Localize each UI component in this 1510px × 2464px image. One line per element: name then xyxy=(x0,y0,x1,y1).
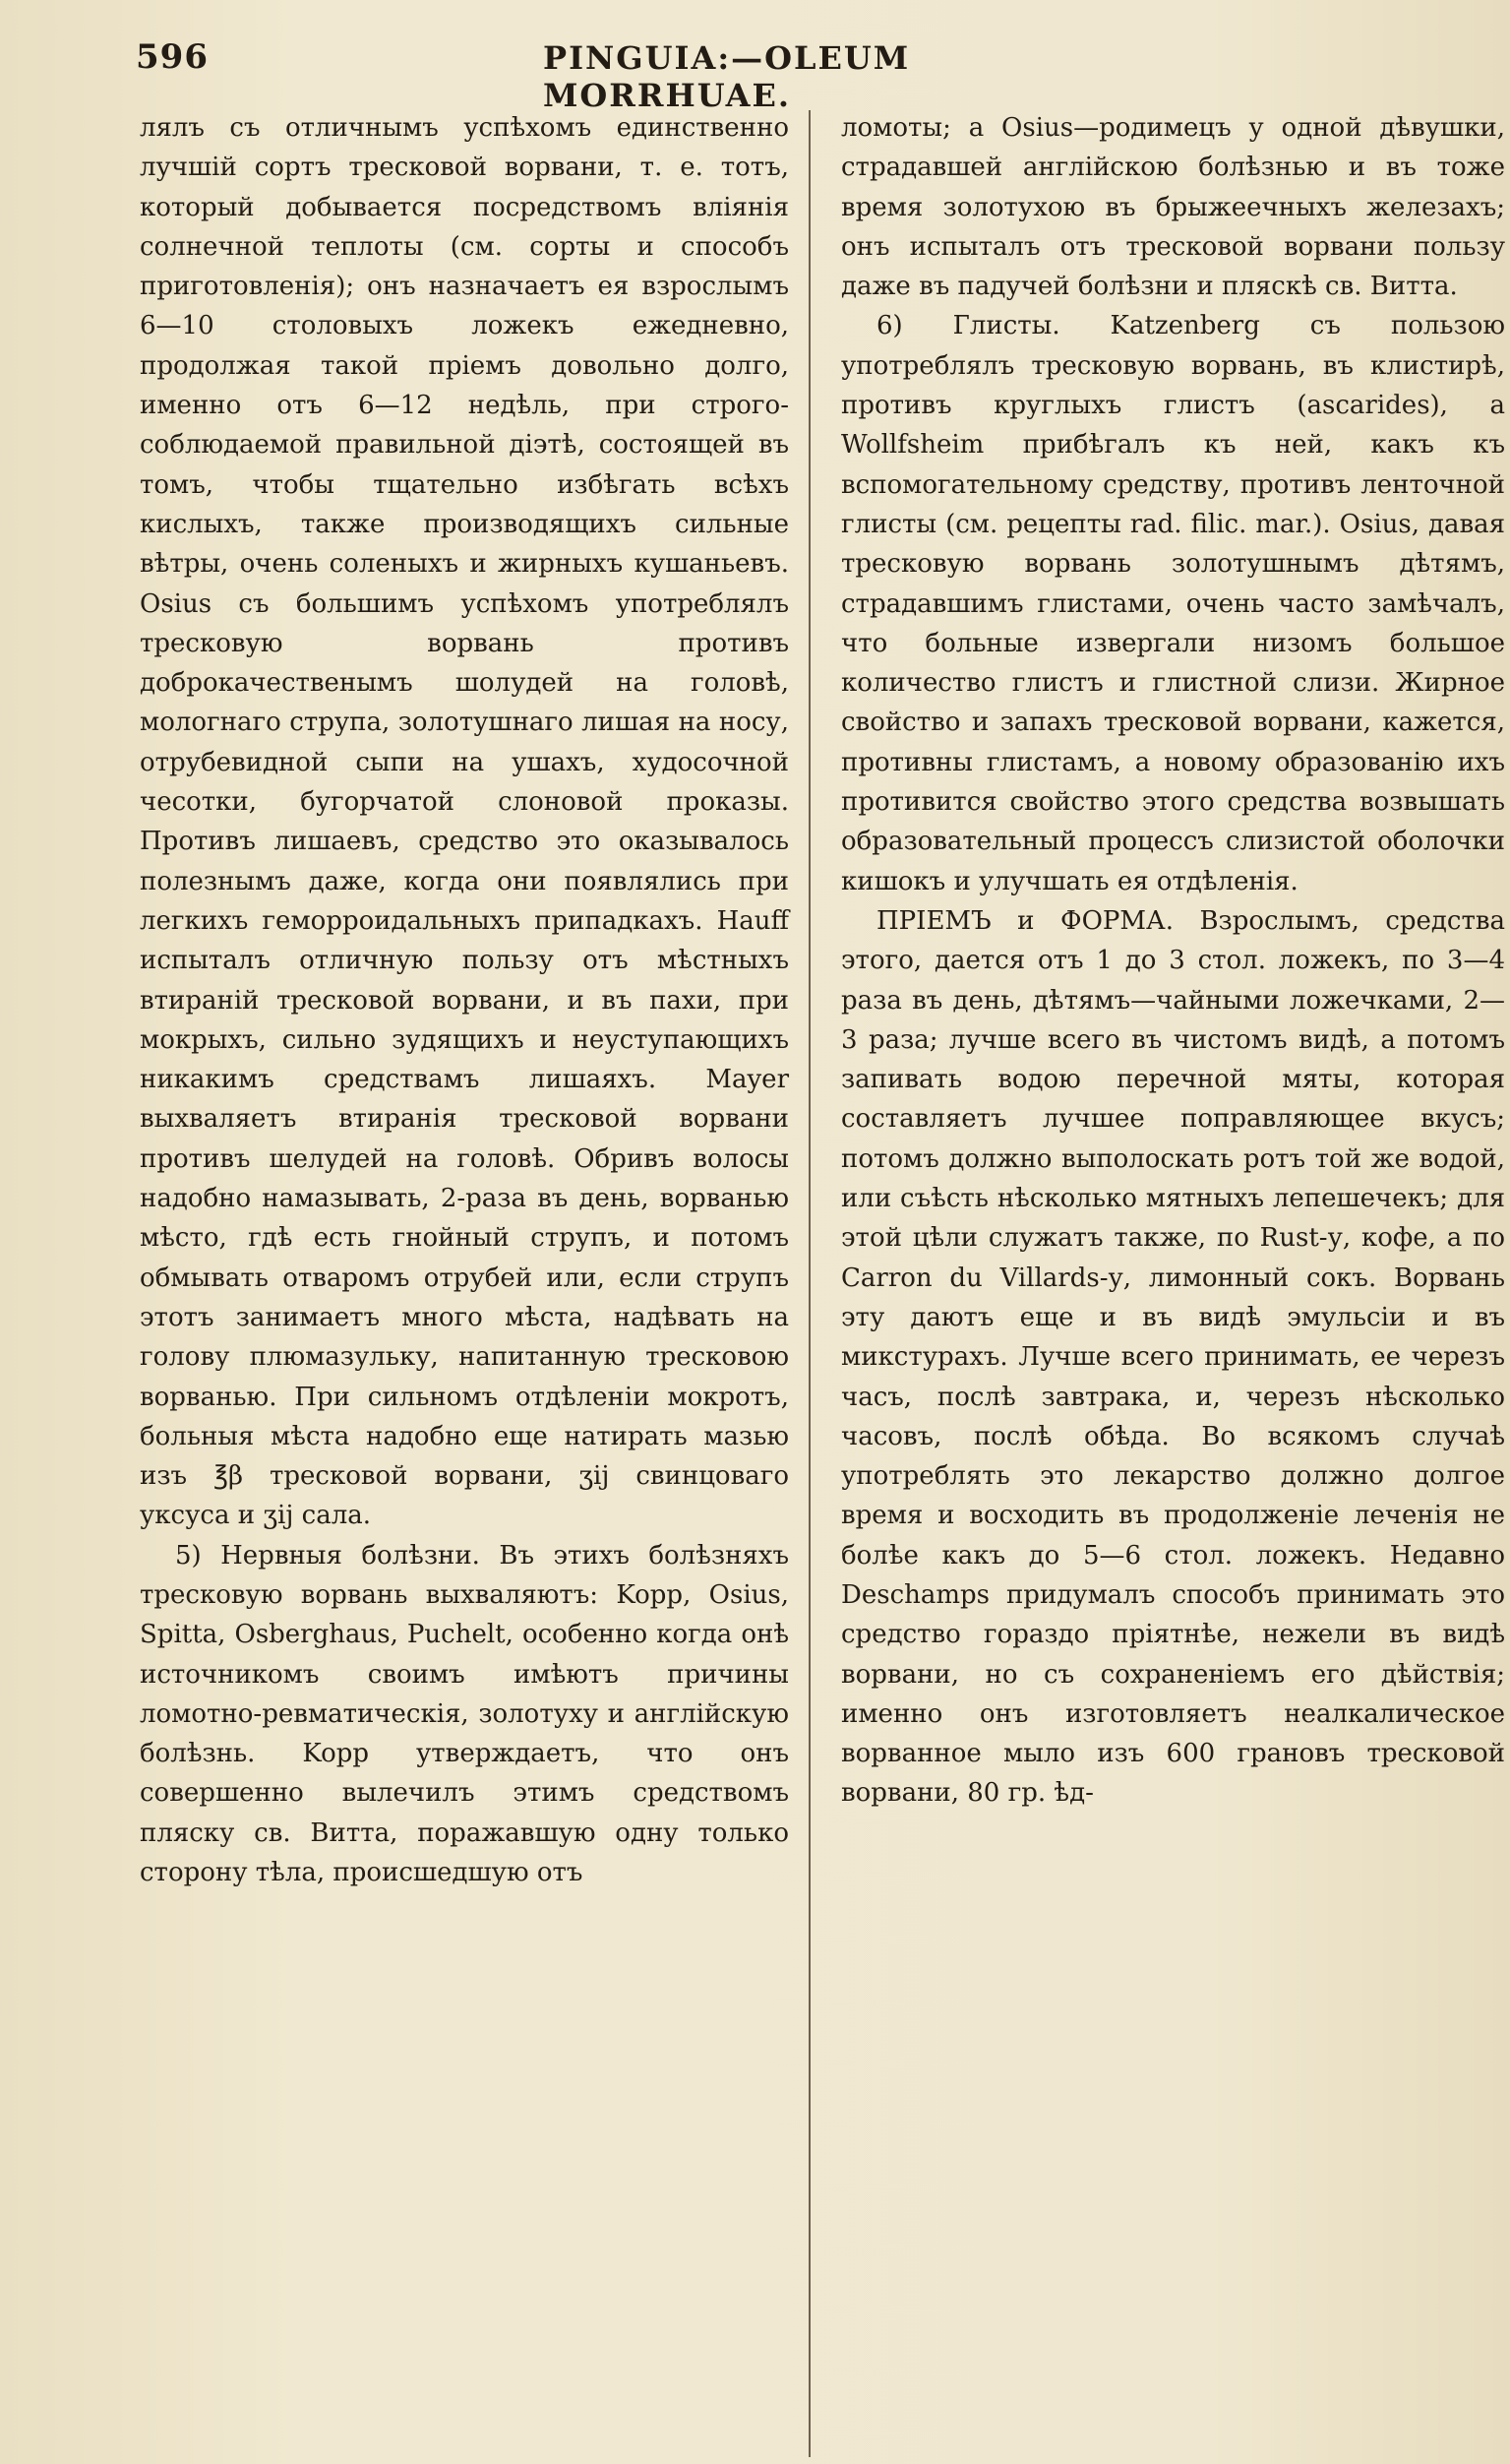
paragraph: ПРІЕМЪ и ФОРМА. Взрослымъ, средства этого, дается отъ 1 до 3 стол. ложекъ, по 3—4 раза въ день, дѣтямъ—чайными ложечками, 2—3 раза; лучше всего въ чистомъ видѣ, а потомъ запивать водою перечной мяты, которая составляетъ лучшее поправляющее вкусъ; потомъ должно выполоскать ротъ той же водой, или съѣсть нѣсколько мятныхъ лепешечекъ; для этой цѣли служатъ также, по Rust-у, кофе, а по Carron du Villards-у, лимонный сокъ. Ворвань эту даютъ еще и въ видѣ эмульсіи и въ микстурахъ. Лучше всего принимать, ее черезъ часъ, послѣ завтрака, и, черезъ нѣсколько часовъ, послѣ обѣда. Во всякомъ случаѣ употреблять это лекарство должно долгое время и восходить въ продолженіе леченія не болѣе какъ до 5—6 стол. ложекъ. Недавно Deschamps придумалъ способъ принимать это средство гораздо пріятнѣе, нежели въ видѣ ворвани, но съ сохраненіемъ его дѣйствія; именно онъ изготовляетъ неалкалическое ворванное мыло изъ 600 грановъ тресковой ворвани, 80 гр. ѣд- xyxy=(841,905,1505,1809)
paragraph: 6) Глисты. Katzenberg съ пользою употреблялъ тресковую ворвань, въ клистирѣ, противъ круглыхъ глистъ (ascarides), а Wollfsheim прибѣгалъ къ ней, какъ къ вспомогательному средству, противъ ленточной глисты (см. рецепты rad. filic. mar.). Osius, давая тресковую ворвань золотушнымъ дѣтямъ, страдавшимъ глистами, очень часто замѣчалъ, что больные извергали низомъ большое количество глистъ и глистной слизи. Жирное свойство и запахъ тресковой ворвани, кажется, противны глистамъ, а новому образованію ихъ противится свойство этого средства возвышать образовательный процессъ слизистой оболочки кишокъ и улучшать ея отдѣленія. xyxy=(841,311,1505,896)
paragraph: лялъ съ отличнымъ успѣхомъ единственно лучшій сортъ тресковой ворвани, т. е. тотъ, который добывается посредствомъ вліянія солнечной теплоты (см. сорты и способъ приготовленія); онъ назначаетъ ея взрослымъ 6—10 столовыхъ ложекъ ежедневно, продолжая такой пріемъ довольно долго, именно отъ 6—12 недѣль, при строго-соблюдаемой правильной діэтѣ, состоящей въ томъ, чтобы тщательно избѣгать всѣхъ кислыхъ, также производящихъ сильные вѣтры, очень соленыхъ и жирныхъ кушаньевъ. Osius съ большимъ успѣхомъ употреблялъ тресковую ворвань противъ доброкачественымъ шолудей на головѣ, мологнаго струпа, золотушнаго лишая на носу, отрубевидной сыпи на ушахъ, худосочной чесотки, бугорчатой слоновой проказы. Противъ лишаевъ, средство это оказывалось полезнымъ даже, когда они появлялись при легкихъ геморроидальныхъ припадкахъ. Hauff испыталъ отличную пользу отъ мѣстныхъ втираній тресковой ворвани, и въ пахи, при мокрыхъ, сильно зудящихъ и неуступающихъ никакимъ средствамъ лишаяхъ. Mayer выхваляетъ втиранія тресковой ворвани противъ шелудей на головѣ. Обривъ волосы надобно намазывать, 2-раза въ день, ворванью мѣсто, гдѣ есть гнойный струпъ, и потомъ обмывать отваромъ отрубей или, если струпъ этотъ занимаетъ много мѣста, надѣвать на голову плюмазульку, напитанную тресковою ворванью. При сильномъ отдѣленіи мокротъ, больныя мѣста надобно еще натирать мазью изъ ℥β тресковой ворвани, ʒij свинцоваго уксуса и ʒij сала. xyxy=(140,113,789,1531)
right-column xyxy=(841,108,1505,1814)
left-column xyxy=(140,108,789,1892)
paragraph: 5) Нервныя болѣзни. Въ этихъ болѣзняхъ тресковую ворвань выхваляютъ: Kopp, Osius, Spitta, Osberghaus, Puchelt, особенно когда онѣ источникомъ своимъ имѣютъ причины ломотно-ревматическія, золотуху и англійскую болѣзнь. Kopp утверждаетъ, что онъ совершенно вылечилъ этимъ средствомъ пляску св. Витта, поражавшую одну только сторону тѣла, происшедшую отъ xyxy=(140,1540,789,1888)
column-divider xyxy=(809,110,811,2457)
paragraph: ломоты; а Osius—родимецъ у одной дѣвушки, страдавшей англійскою болѣзнью и въ тоже время золотухою въ брыжеечныхъ железахъ; онъ испыталъ отъ тресковой ворвани пользу даже въ падучей болѣзни и пляскѣ св. Витта. xyxy=(841,113,1505,302)
running-head: PINGUIA:—OLEUM MORRHUAE. xyxy=(543,39,911,114)
page-number: 596 xyxy=(136,37,209,77)
page-header xyxy=(130,37,1143,114)
